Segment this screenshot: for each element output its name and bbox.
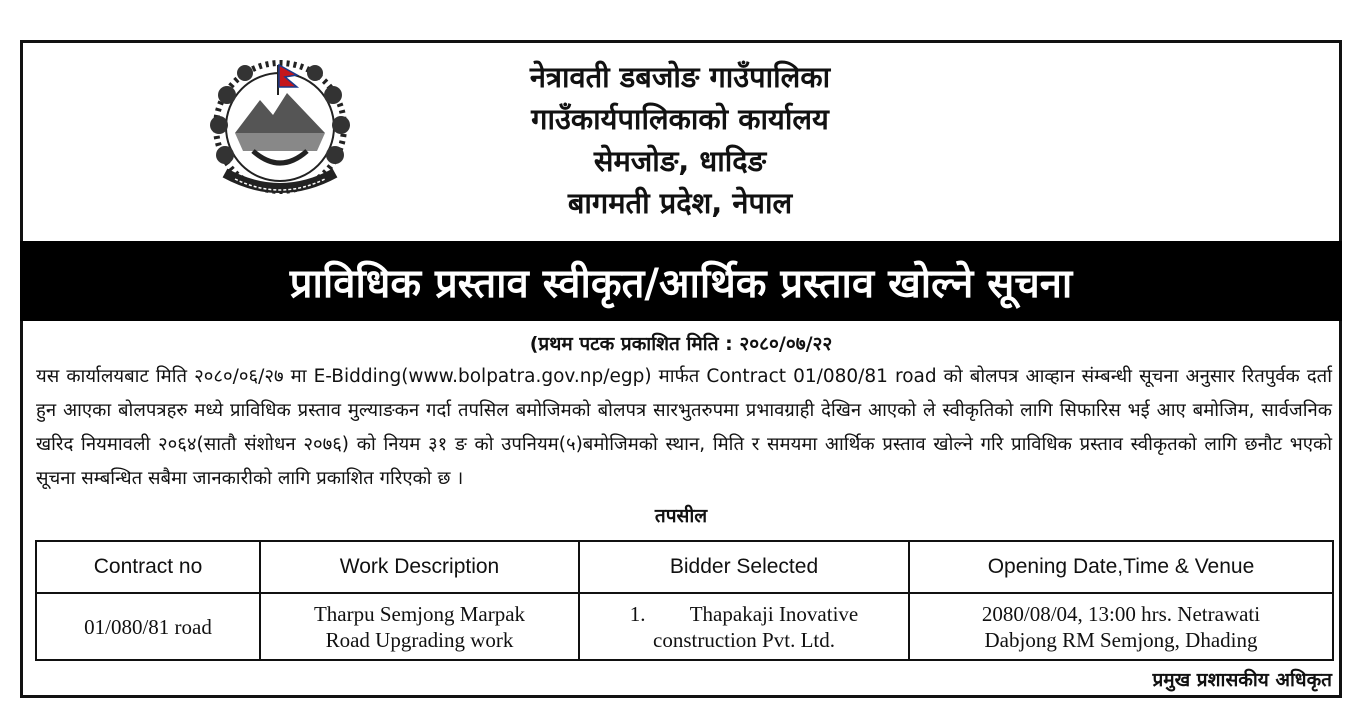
cell-contract-no: 01/080/81 road xyxy=(36,593,260,660)
office-name: गाउँकार्यपालिकाको कार्यालय xyxy=(531,102,829,136)
header-bidder-selected: Bidder Selected xyxy=(579,541,909,593)
notice-title-banner xyxy=(20,241,1342,321)
cell-opening-venue xyxy=(909,593,1333,660)
header-contract-no: Contract no xyxy=(36,541,260,593)
government-emblem-icon xyxy=(205,55,355,200)
bidder-number: 1. xyxy=(629,601,646,626)
office-location: सेमजोङ, धादिङ xyxy=(593,144,767,178)
bidder-line-1: Thapakaji Inovative xyxy=(689,601,859,626)
published-date: (प्रथम पटक प्रकाशित मिति : २०८०/०७/२२ xyxy=(529,333,833,355)
table-header-row xyxy=(36,541,1333,593)
cell-bidder xyxy=(579,593,909,660)
notice-body: यस कार्यालयबाट मिति २०८०/०६/२७ मा E-Bidding(www.bolpatra.gov.np/egp) मार्फत Contract 01/080/81 road को बोलपत्र आव्हान संम्बन्धी सूचना अनुसार रितपुर्वक दर्ता हुन आएका बोलपत्रहरु मध्ये प्राविधिक प्रस्ताव मुल्याङकन गर्दा तपसिल बमोजिमको बोलपत्र सारभुतरुपमा प्रभावग्राही देखिन आएको ले स्वीकृतिको लागि सिफारिस भई आए बमोजिम, सार्वजनिक खरिद नियमावली २०६४(सातौ संशोधन २०७६) को नियम ३१ ङ को उपनियम(५)बमोजिमको स्थान, मिति र समयमा आर्थिक प्रस्ताव खोल्ने गरि प्राविधिक प्रस्ताव स्वीकृतको लागि छनौट भएको सूचना सम्बन्धित सबैमा जानकारीको लागि प्रकाशित गरिएको छ । xyxy=(36,366,1332,489)
work-line-2: Road Upgrading work xyxy=(325,627,514,652)
details-heading: तपसील xyxy=(654,505,708,527)
work-line-1: Tharpu Semjong Marpak xyxy=(313,601,526,626)
cell-work-description xyxy=(260,593,579,660)
table-row xyxy=(36,593,1333,660)
municipality-name: नेत्रावती डबजोङ गाउँपालिका xyxy=(529,60,831,94)
header-opening-venue: Opening Date,Time & Venue xyxy=(909,541,1333,593)
header-work-description: Work Description xyxy=(260,541,579,593)
bidder-line-2: construction Pvt. Ltd. xyxy=(653,627,835,652)
signatory-title: प्रमुख प्रशासकीय अधिकृत xyxy=(1152,669,1332,691)
selection-table xyxy=(35,540,1334,661)
venue-line-1: 2080/08/04, 13:00 hrs. Netrawati xyxy=(981,601,1261,626)
province-country: बागमती प्रदेश, नेपाल xyxy=(567,186,793,220)
notice-title: प्राविधिक प्रस्ताव स्वीकृत/आर्थिक प्रस्ताव खोल्ने सूचना xyxy=(289,260,1073,307)
office-header xyxy=(420,56,940,224)
venue-line-2: Dabjong RM Semjong, Dhading xyxy=(984,627,1258,652)
